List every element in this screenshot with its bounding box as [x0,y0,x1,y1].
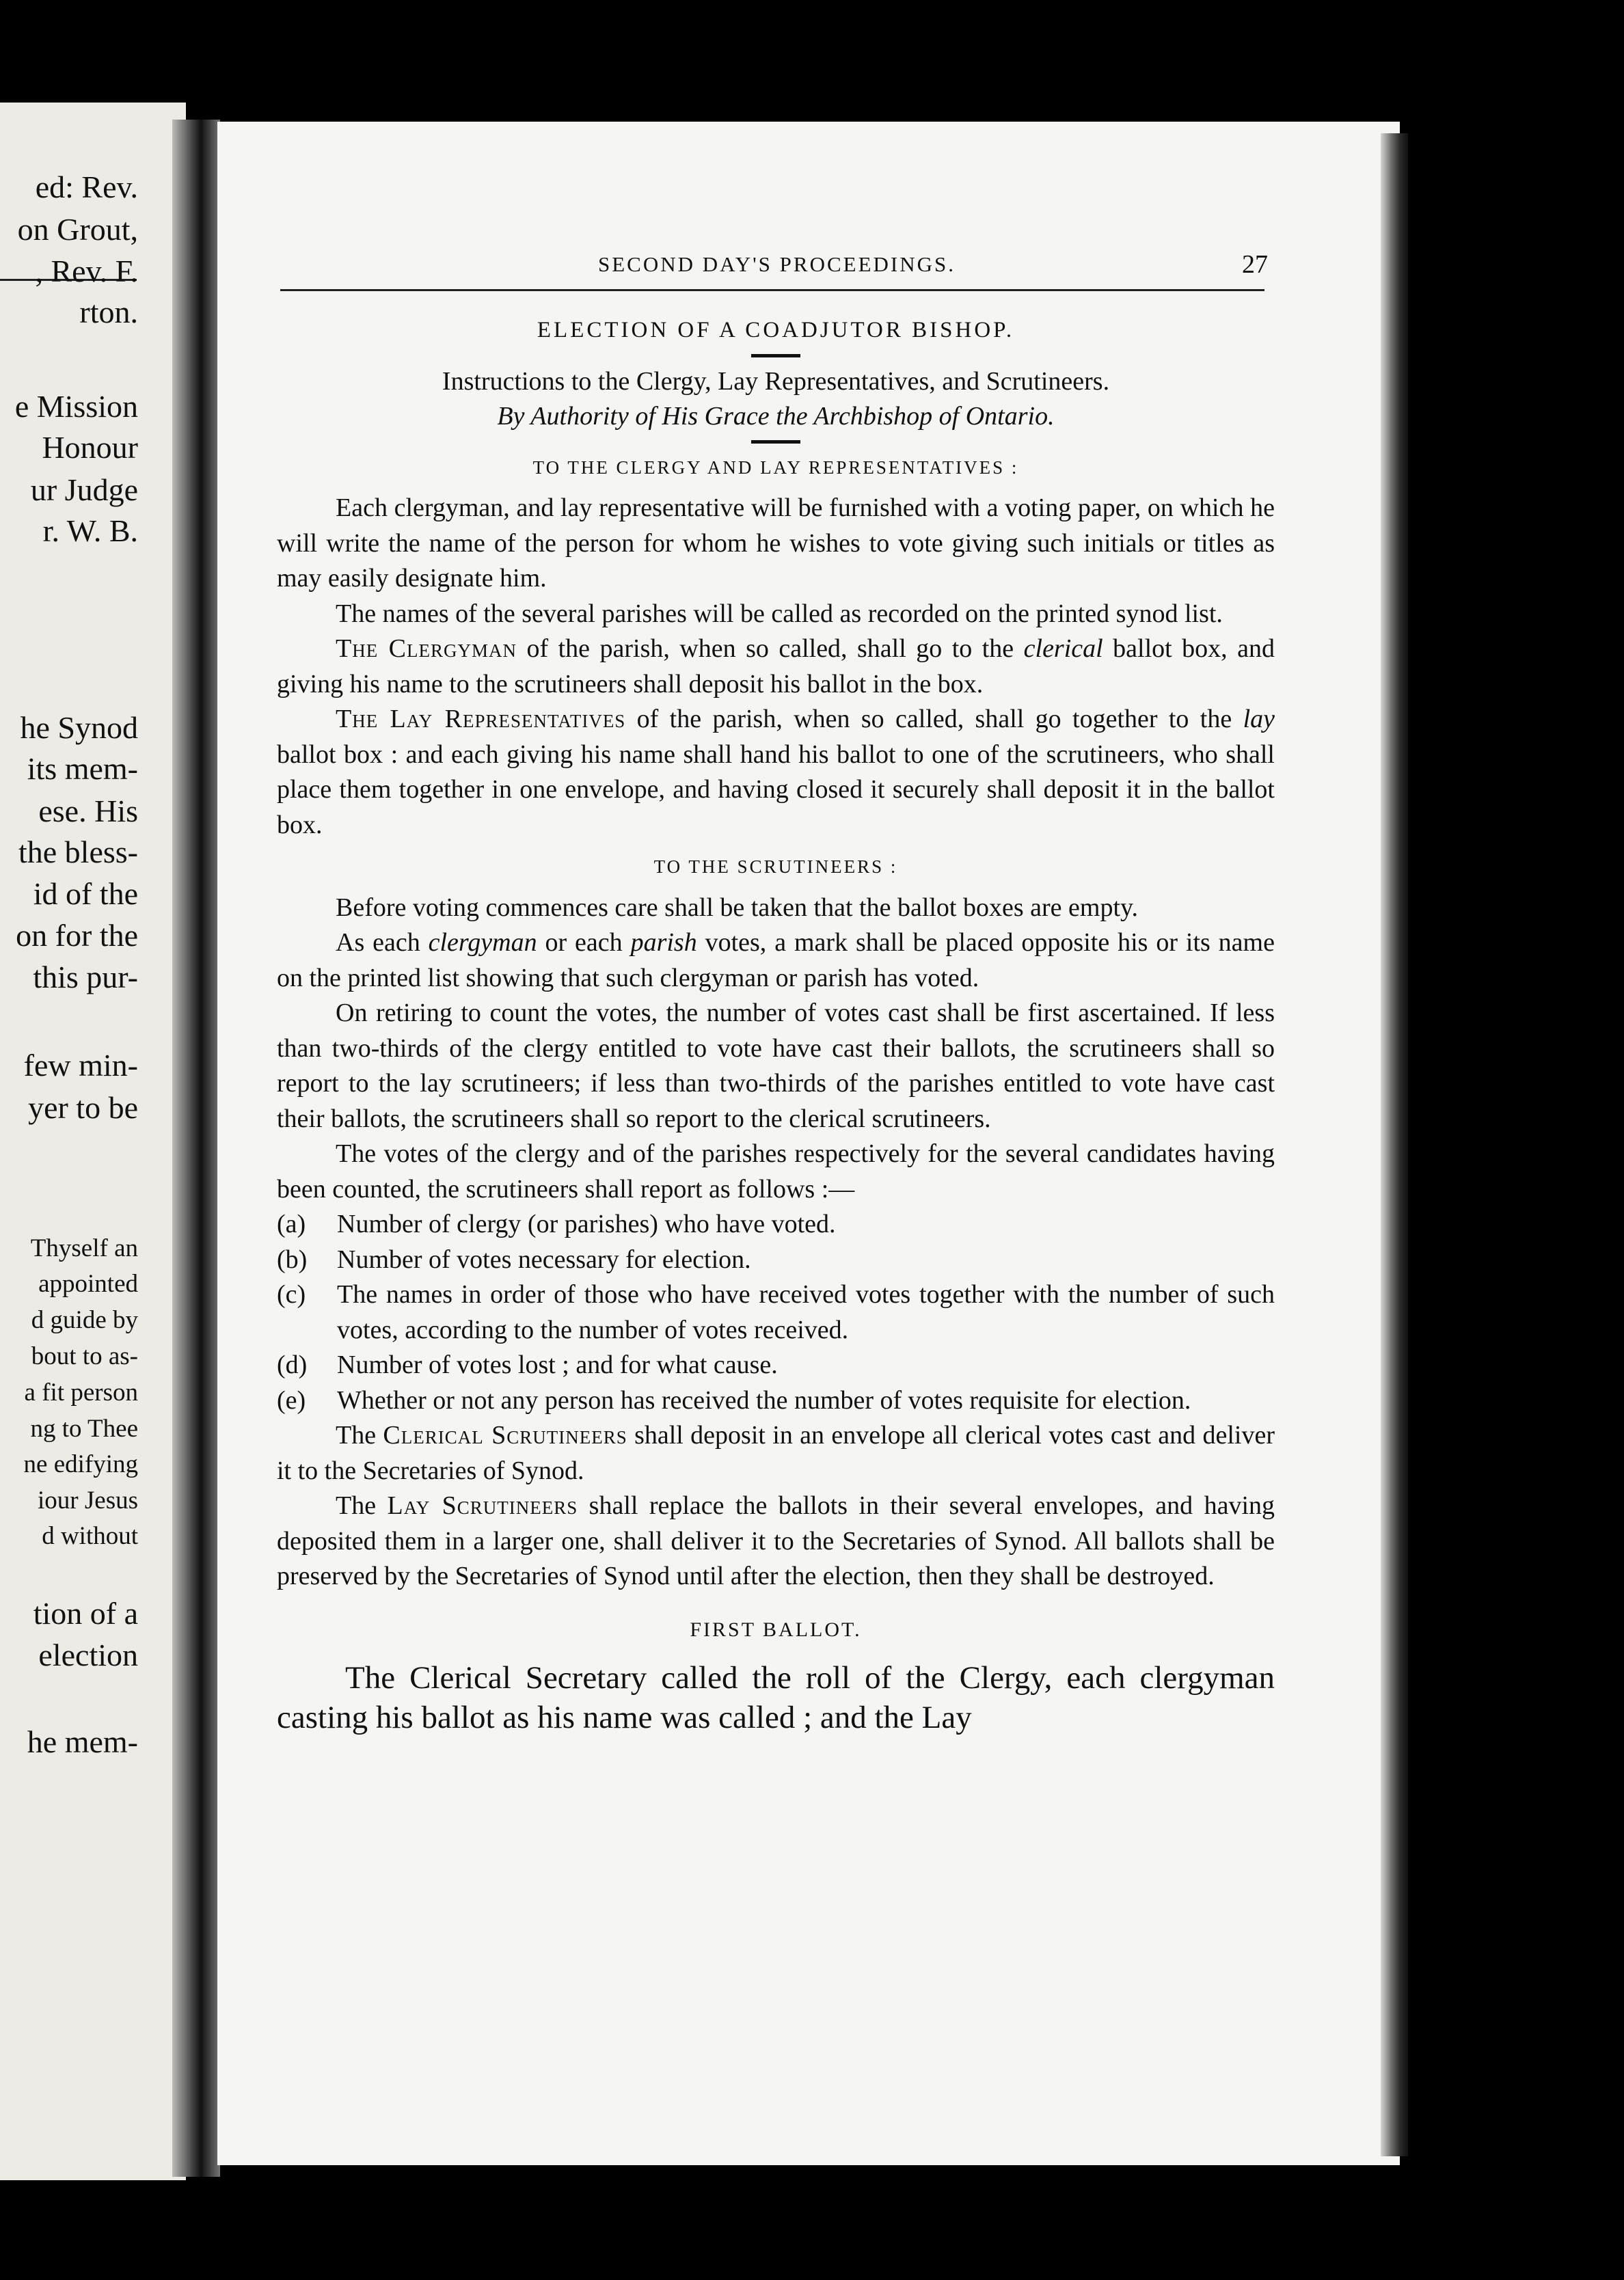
paragraph-clergyman: The Clergyman of the parish, when so called, shall go to the clerical ballot box, and giving his name to the scrutineers shall deposit his ballot in the box. [277,634,1275,698]
left-page-line: rton. [79,295,138,329]
book-gutter [172,120,220,2177]
paragraph-clerical-scrutineers: The Clerical Scrutineers shall deposit in an envelope all clerical votes cast and deliver it to the Secretaries of Synod. [277,1421,1275,1485]
instructions-heading: Instructions to the Clergy, Lay Representatives, and Scrutineers. [442,366,1110,396]
left-page-line: on Grout, [17,212,138,247]
first-ballot-heading: FIRST BALLOT. [690,1618,862,1641]
left-page-line: ng to Thee [30,1415,138,1443]
clergyman-term: The Clergyman [336,634,517,663]
paragraph-lay-scrutineers: The Lay Scrutineers shall replace the ballots in their several envelopes, and having deposited them in a larger one, shall deliver it to the Secretaries of Synod. All ballots shall be preserved by the Secretaries of Synod until after the election, then they shall be destroyed. [277,1491,1275,1590]
list-item: (b) Number of votes necessary for election. [277,1245,751,1274]
left-page-line: this pur- [33,960,138,994]
authority-divider [751,440,800,444]
lay-representatives-term: The Lay Representatives [336,705,626,733]
paragraph-ballot-boxes: Before voting commences care shall be taken that the ballot boxes are empty. [336,893,1139,922]
list-item: (a) Number of clergy (or parishes) who have voted. [277,1210,836,1238]
left-page-line: on for the [16,918,138,953]
paragraph-voting-paper: Each clergyman, and lay representative will be furnished with a voting paper, on which he will write the name of the person for whom he wishes to vote giving such initials or titles as may easily designate him. [277,493,1275,593]
left-page-line: d without [42,1522,138,1550]
section-title: ELECTION OF A COADJUTOR BISHOP. [537,318,1015,342]
left-page-line: id of the [33,876,138,911]
left-page-line: e Mission [14,389,138,424]
left-page-line: ne edifying [23,1450,138,1478]
left-page [0,103,186,2180]
left-page-line: bout to as- [31,1342,138,1370]
left-page-line: he Synod [20,710,138,745]
left-page-line: ed: Rev. [35,169,138,204]
paragraph-parishes: The names of the several parishes will be called as recorded on the printed synod list. [336,599,1223,628]
left-page-line: election [38,1638,138,1672]
subheading-scrutineers: TO THE SCRUTINEERS : [653,856,898,877]
left-page-line: tion of a [33,1596,138,1631]
left-page-line: few min- [23,1048,138,1083]
header-rule [280,289,1264,291]
page-number: 27 [1242,250,1268,279]
left-page-line: the bless- [18,834,138,869]
left-page-line: ur Judge [30,472,138,507]
left-page-line: r. W. B. [42,513,138,548]
left-page-line: yer to be [28,1090,138,1125]
paragraph-lay-representatives: The Lay Representatives of the parish, when so called, shall go together to the lay ballot box : and each giving his name shall hand his ballot to one of the scrutineers, who shall place them together in one envelope, and having closed it securely shall deposit it in the ballot box. [277,705,1275,839]
running-title: SECOND DAY'S PROCEEDINGS. [598,252,956,276]
list-item: (d) Number of votes lost ; and for what cause. [277,1351,778,1379]
left-page-line: iour Jesus [38,1487,138,1515]
list-item: (c) The names in order of those who have received votes together with the number of such votes, according to the number of votes received. [277,1280,1275,1344]
page-body [277,308,1275,1737]
left-page-line: a fit person [24,1379,138,1407]
paragraph-marks: As each clergyman or each parish votes, a mark shall be placed opposite his or its name on the printed list showing that such clergyman or parish has voted. [277,928,1275,992]
left-page-line: d guide by [31,1306,138,1334]
running-head [284,249,1268,284]
left-page-line: ese. His [38,793,138,828]
report-list [277,1207,1275,1418]
list-item: (e) Whether or not any person has received the number of votes requisite for election. [277,1385,1191,1415]
page-edge [1381,133,1408,2156]
paragraph-counting: On retiring to count the votes, the number of votes cast shall be first ascertained. If less than two-thirds of the clergy entitled to vote have cast their ballots, the scrutineers shall so report to the lay scrutineers; if less than two-thirds of the parishes entitled to vote have cast their ballots, the scrutineers shall so report to the clerical scrutineers. [277,999,1275,1133]
left-page-line: appointed [38,1270,138,1298]
left-page-line: Honour [42,430,138,465]
title-divider [751,354,800,357]
left-page-line: its mem- [27,751,138,786]
paragraph-report: The votes of the clergy and of the parishes respectively for the several candidates having been counted, the scrutineers shall report as follows :— [277,1139,1275,1204]
left-page-line: , Rev. F. [35,254,138,288]
paragraph-roll-call: The Clerical Secretary called the roll of the Clergy, each clergyman casting his ballot as his name was called ; and the Lay [277,1660,1275,1735]
authority-line: By Authority of His Grace the Archbishop of Ontario. [497,402,1055,431]
left-page-line: he mem- [27,1724,138,1759]
left-page-line: Thyself an [30,1234,138,1262]
subheading-clergy: TO THE CLERGY AND LAY REPRESENTATIVES : [532,457,1019,478]
